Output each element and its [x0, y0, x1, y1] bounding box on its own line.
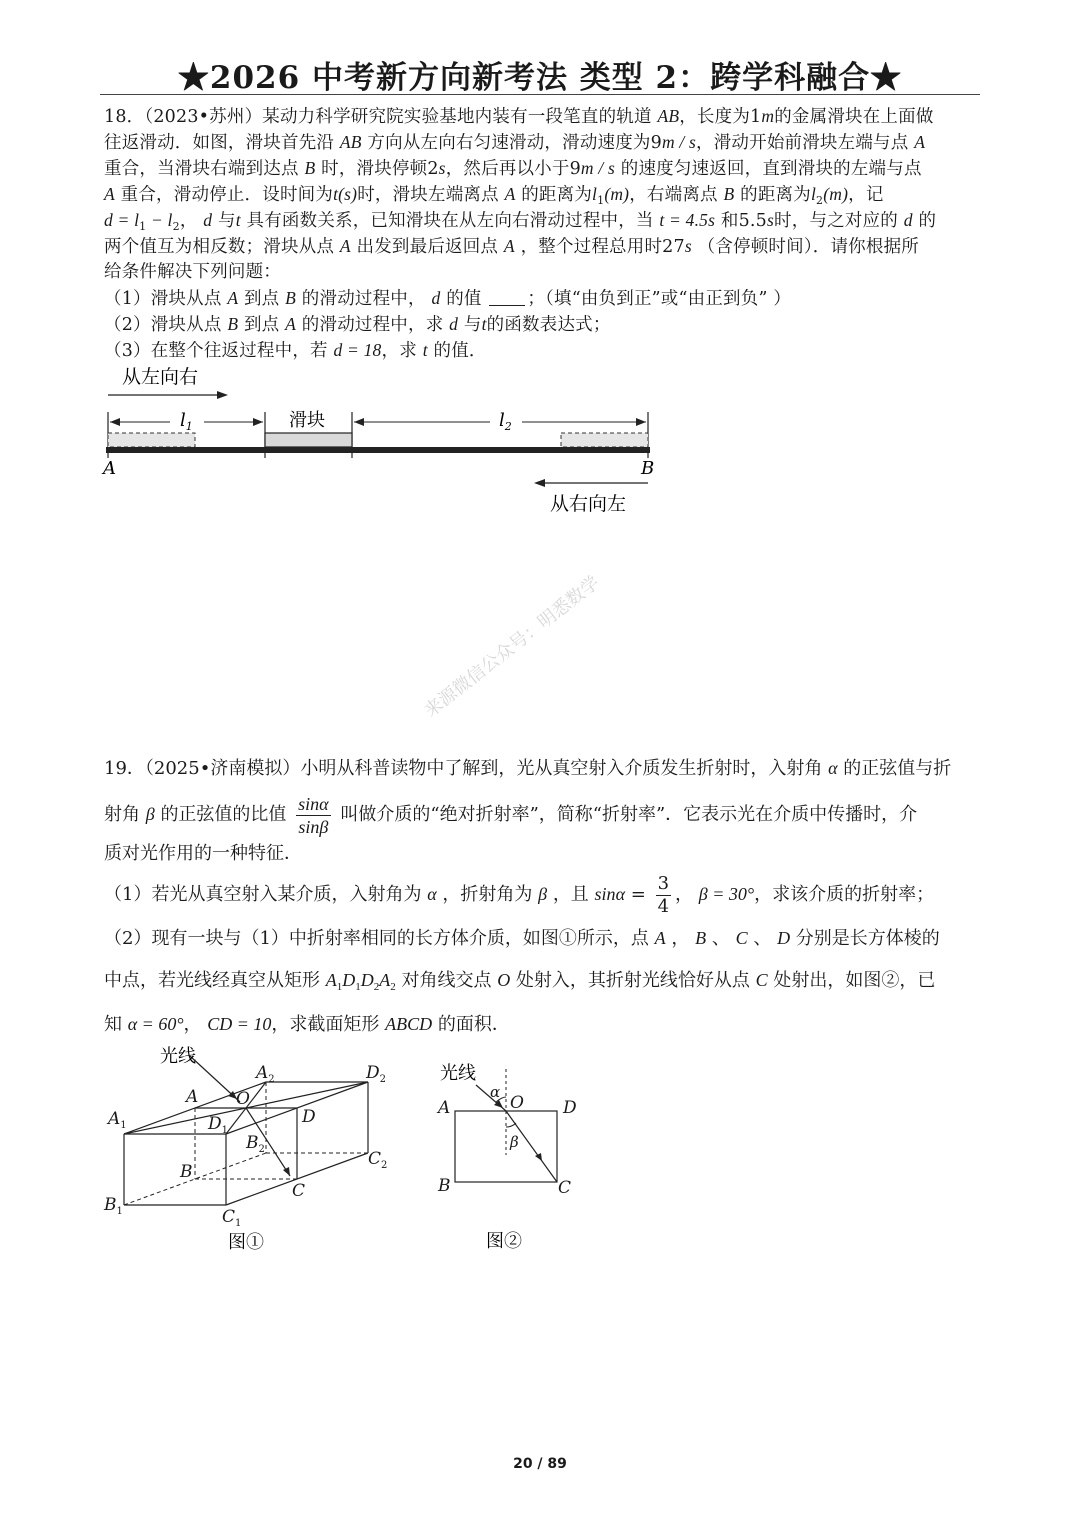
- fraction-numerator: sinα: [298, 793, 329, 814]
- fig1-light-label: 光线: [160, 1046, 196, 1067]
- page-title: ★2026 中考新方向新考法 类型 2：跨学科融合★: [177, 60, 903, 96]
- q19-part-2-line-2: [104, 968, 935, 999]
- label-A: A: [186, 1087, 199, 1107]
- letter: A: [325, 970, 337, 990]
- letter: D: [342, 970, 356, 990]
- text: 的正弦值与折: [843, 758, 952, 779]
- label-D: D: [563, 1098, 577, 1118]
- var-d: d: [431, 288, 441, 308]
- text: 和5.5: [720, 211, 768, 231]
- formula-t: t = 4.5s: [659, 210, 716, 230]
- var-alpha: α: [615, 884, 626, 904]
- q19-line-2: [104, 786, 917, 843]
- var-ABCD: ABCD: [385, 1014, 433, 1034]
- figure-2-cross-section: [430, 1055, 600, 1255]
- q18-part-2: [104, 312, 611, 337]
- var-B: B: [285, 288, 297, 308]
- var-l: l: [592, 184, 598, 204]
- var-A: A: [104, 184, 115, 204]
- track-rail: [106, 447, 650, 453]
- text: 具有函数关系，已知滑块在从左向右滑动过程中，当: [246, 211, 654, 231]
- var-m: (m): [604, 184, 630, 204]
- var-A: A: [914, 132, 926, 152]
- var-l: l: [810, 184, 817, 204]
- text: 出发到最后返回点: [356, 237, 499, 257]
- text: ，求: [381, 341, 417, 361]
- q18-line-7: [104, 260, 281, 284]
- var-A: A: [654, 928, 666, 948]
- text: 的距离为: [521, 185, 593, 205]
- label-A2: $A_2$: [256, 1063, 275, 1085]
- l1-arrowhead-left: [110, 418, 120, 426]
- label-D: D: [302, 1107, 316, 1127]
- slider-block: [265, 433, 352, 447]
- subscript: 2: [172, 220, 180, 233]
- var-beta: β: [538, 884, 548, 904]
- rect-A1D1D2A2: [325, 970, 396, 993]
- text: 时，滑块左端离点: [357, 185, 499, 205]
- text: 的面积．: [437, 1014, 510, 1035]
- var-beta: β: [145, 804, 155, 824]
- text: ，: [179, 211, 198, 231]
- watermark: 来源微信公众号：明悉数学: [420, 572, 604, 722]
- text: 时，滑块停顿2: [321, 159, 439, 179]
- point-B: B: [641, 458, 655, 479]
- l2-arrowhead-left: [354, 418, 364, 426]
- label-C1: $C_1$: [222, 1207, 242, 1229]
- l2-arrowhead-right: [636, 418, 646, 426]
- text: ，滑动开始前滑块左端与点: [696, 133, 909, 153]
- text: 的值: [446, 289, 482, 309]
- formula-beta: β = 30°: [698, 884, 755, 904]
- text: 与: [463, 315, 482, 335]
- formula-d18: d = 18: [333, 340, 382, 360]
- fig1-caption: 图①: [228, 1232, 264, 1253]
- text: 对角线交点: [401, 970, 492, 991]
- arrow-right-head: [217, 391, 228, 399]
- formula-alpha: α = 60°: [127, 1014, 184, 1034]
- text: （3）在整个往返过程中，若: [104, 341, 328, 361]
- text: 到点: [243, 315, 280, 335]
- label-right-to-left: 从右向左: [550, 493, 627, 515]
- label-D2: $D_2$: [366, 1063, 387, 1085]
- text: 19．（2025•济南模拟）小明从科普读物中了解到，光从真空射入介质发生折射时，入射角: [104, 758, 823, 779]
- fraction-numerator: 3: [657, 872, 670, 894]
- answer-blank[interactable]: [489, 289, 525, 306]
- q19-part-2-line-3: [104, 1012, 510, 1037]
- subscript: 1: [355, 981, 361, 993]
- var-s: s: [767, 210, 775, 230]
- subscript: 1: [139, 220, 147, 233]
- var-t: t: [422, 340, 428, 360]
- text: 往返滑动．如图，滑块首先沿: [104, 133, 335, 153]
- fraction-denominator: 4: [657, 895, 670, 917]
- text: 两个值互为相反数；滑块从点: [104, 237, 335, 257]
- q18-line-3: [104, 156, 922, 181]
- label-A: A: [438, 1098, 451, 1118]
- text: 与: [218, 211, 236, 231]
- text: 重合，滑动停止．设时间为: [120, 185, 334, 205]
- track-diagram: [100, 360, 670, 520]
- refracted-arrowhead: [535, 1153, 542, 1161]
- fig2-caption: 图②: [486, 1231, 522, 1252]
- var-B: B: [723, 184, 735, 204]
- var-alpha: α: [427, 884, 437, 904]
- text: ，右端离点: [629, 185, 718, 205]
- text: 时，与之对应的: [774, 211, 898, 231]
- text: ，且: [552, 884, 589, 905]
- subscript: 2: [390, 981, 396, 993]
- var-C: C: [735, 928, 748, 948]
- text: 的值．: [433, 341, 487, 361]
- text: ，整个过程总用时27: [520, 237, 685, 257]
- q19-part-1: [104, 866, 934, 923]
- var-AB: AB: [339, 132, 362, 152]
- text: 的金属滑块在上面做: [774, 107, 934, 127]
- var-alpha: α: [828, 758, 838, 778]
- text: （2）滑块从点: [104, 315, 222, 335]
- label-A1: $A_1$: [108, 1109, 127, 1131]
- var-O: O: [497, 970, 511, 990]
- var-A: A: [339, 236, 351, 256]
- text: ，: [183, 1014, 202, 1035]
- text: 叫做介质的“绝对折射率”，简称“折射率”．它表示光在介质中传播时，介: [340, 804, 918, 825]
- text: 方向从左向右匀速滑动，滑动速度为9: [367, 133, 662, 153]
- var-t: t: [235, 210, 241, 230]
- fig2-light-label: 光线: [440, 1063, 476, 1084]
- var-ts: t(s): [333, 184, 358, 204]
- text: 质对光作用的一种特征．: [104, 843, 302, 864]
- var-A: A: [285, 314, 297, 334]
- label-left-to-right: 从左向右: [122, 366, 199, 388]
- fraction-sin-ratio: [296, 793, 330, 838]
- text: ；（填“由负到正”或“由正到负” ）: [527, 289, 792, 309]
- fn-sin: sin: [594, 884, 616, 904]
- text: （含停顿时间）．请你根据所: [697, 237, 919, 257]
- subscript: 1: [597, 194, 605, 207]
- header-divider: [100, 94, 980, 95]
- fraction-denominator: sinβ: [298, 816, 329, 837]
- var-speed: m / s: [661, 132, 697, 152]
- text: 知: [104, 1014, 122, 1035]
- subscript: 2: [816, 194, 824, 207]
- text: ，然后再以小于9: [445, 159, 581, 179]
- formula-cd: CD = 10: [207, 1014, 272, 1034]
- figure-1-cuboid: [100, 1040, 400, 1260]
- var-B: B: [227, 314, 239, 334]
- text: ，长度为1: [679, 107, 762, 127]
- q19-line-1: [104, 756, 951, 781]
- text: 处射入，其折射光线恰好从点: [515, 970, 750, 991]
- formula-d: d = l: [104, 210, 140, 230]
- formula-d: − l: [146, 210, 173, 230]
- var-d: d: [203, 210, 213, 230]
- text: 的距离为: [740, 185, 811, 205]
- q18-line-2: [104, 130, 925, 155]
- letter: D: [360, 970, 374, 990]
- var-A: A: [503, 236, 515, 256]
- text: 的正弦值的比值: [160, 804, 287, 825]
- q19-part-2-line-1: [104, 926, 940, 951]
- text: 给条件解决下列问题：: [104, 262, 281, 282]
- text: 18．（2023•苏州）某动力科学研究院实验基地内装有一段笔直的轨道: [104, 107, 652, 127]
- text: ，: [671, 928, 690, 949]
- var-speed: m / s: [580, 158, 615, 178]
- text: 分别是长方体棱的: [795, 928, 940, 949]
- label-B: B: [180, 1162, 193, 1182]
- label-B1: $B_1$: [104, 1195, 123, 1217]
- q18-line-6: [104, 234, 919, 259]
- text: 到点: [243, 289, 280, 309]
- label-O: O: [236, 1089, 250, 1109]
- var-A: A: [504, 184, 516, 204]
- text: （2）现有一块与（1）中折射率相同的长方体介质，如图①所示，点: [104, 928, 649, 949]
- label-C: C: [558, 1178, 572, 1198]
- point-A: A: [103, 458, 116, 479]
- label-O: O: [510, 1093, 524, 1113]
- text: 的: [918, 211, 937, 231]
- label-D1: $D_1$: [208, 1114, 229, 1136]
- text: ，求该介质的折射率；: [754, 884, 935, 905]
- page-number: 20 / 89: [513, 1456, 567, 1472]
- l2-label: $l_2$: [499, 410, 512, 433]
- text: 的速度匀速返回，直到滑块的左端与点: [620, 159, 922, 179]
- var-C: C: [755, 970, 768, 990]
- var-A: A: [227, 288, 239, 308]
- arrow-left-head: [534, 479, 545, 487]
- q19-line-3: [104, 842, 302, 866]
- label-beta: β: [510, 1133, 519, 1151]
- label-C: C: [292, 1181, 306, 1201]
- var-s: s: [438, 158, 446, 178]
- letter: A: [379, 970, 391, 990]
- rect-ABCD: [455, 1111, 557, 1182]
- label-alpha: α: [490, 1083, 501, 1101]
- text: 中点，若光线经真空从矩形: [104, 970, 320, 991]
- label-C2: $C_2$: [368, 1149, 388, 1171]
- label-B2: $B_2$: [246, 1133, 265, 1155]
- text: 、: [753, 928, 772, 949]
- text: ，求截面矩形: [271, 1014, 380, 1035]
- subscript: 2: [373, 981, 380, 993]
- text: ，折射角为: [442, 884, 533, 905]
- text: 重合，当滑块右端到达点: [104, 159, 299, 179]
- text: （1）滑块从点: [104, 289, 222, 309]
- var-D: D: [777, 928, 791, 948]
- ghost-slider-right: [561, 433, 648, 447]
- var-t: t: [481, 314, 487, 334]
- text: ，记: [848, 185, 884, 205]
- text: 、: [711, 928, 730, 949]
- var-s: s: [684, 236, 692, 256]
- slider-label: 滑块: [289, 410, 325, 431]
- text: 的滑动过程中，: [301, 289, 426, 309]
- text: （1）若光从真空射入某介质，入射角为: [104, 884, 422, 905]
- text: 的滑动过程中，求: [301, 315, 444, 335]
- text: 处射出，如图②，已: [773, 970, 936, 991]
- var-m: m: [761, 106, 775, 126]
- text: ，: [675, 884, 694, 905]
- refract-arrowhead: [283, 1167, 290, 1176]
- subscript: 1: [336, 981, 343, 993]
- text: 的函数表达式；: [486, 315, 611, 335]
- var-B: B: [695, 928, 707, 948]
- q18-part-1: [104, 286, 791, 311]
- l1-label: $l_1$: [180, 410, 193, 433]
- var-d: d: [449, 314, 459, 334]
- l1-arrowhead-right: [253, 418, 263, 426]
- var-AB: AB: [657, 106, 680, 126]
- equals: =: [630, 884, 646, 905]
- text: 射角: [104, 804, 140, 825]
- q18-line-1: [104, 104, 934, 129]
- label-B: B: [438, 1176, 451, 1196]
- var-B: B: [304, 158, 316, 178]
- ghost-slider-left: [108, 433, 195, 447]
- fraction-three-quarters: [656, 873, 671, 918]
- var-m: (m): [823, 184, 849, 204]
- var-d: d: [903, 210, 913, 230]
